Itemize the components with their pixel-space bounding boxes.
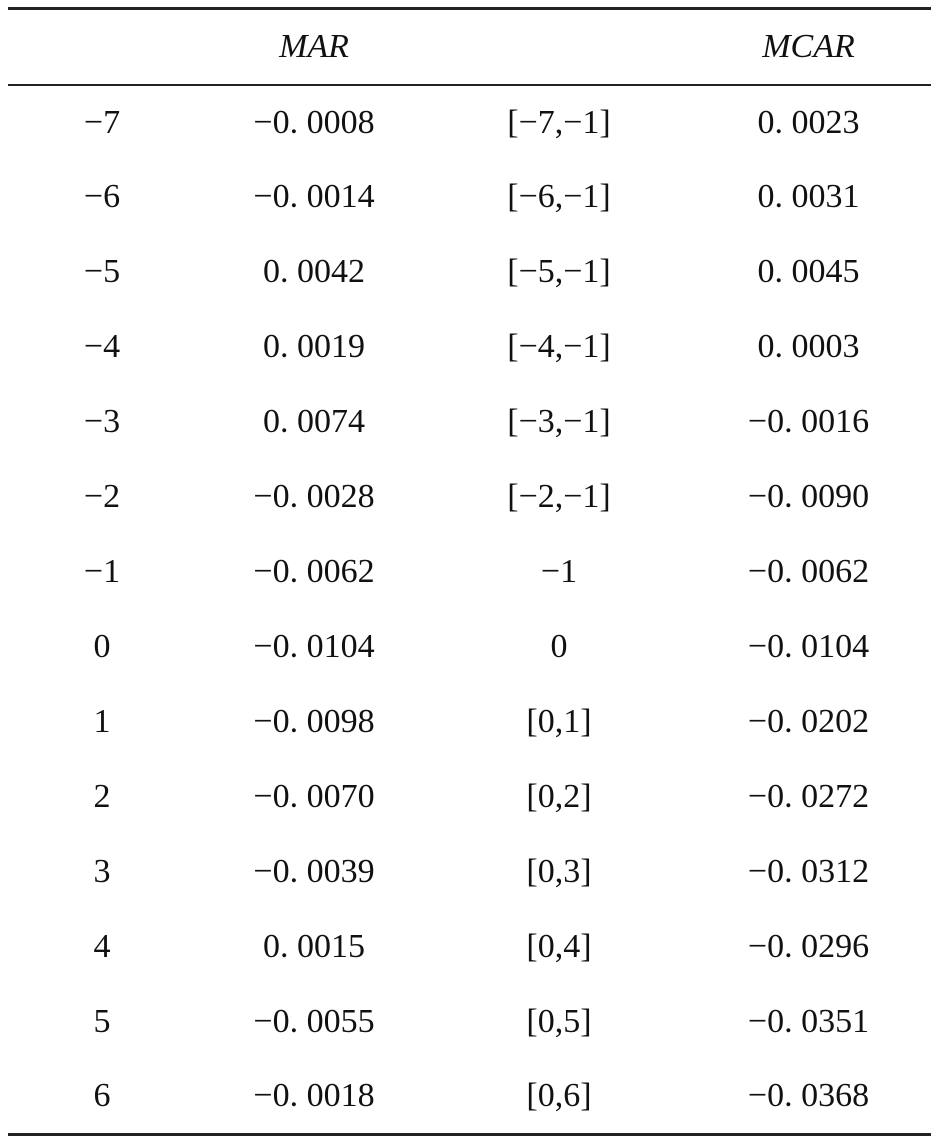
cell-mcar: −0. 0351 xyxy=(747,1003,870,1040)
table-row xyxy=(8,235,931,310)
table-row xyxy=(8,1060,931,1135)
cell-mcar: 0. 0003 xyxy=(757,328,860,365)
table-row xyxy=(8,760,931,835)
cell-mcar: −0. 0202 xyxy=(747,703,870,740)
cell-mcar: 0. 0023 xyxy=(757,103,860,141)
cell-mar: 0. 0042 xyxy=(263,253,365,290)
table-row xyxy=(8,160,931,235)
cell-mar: 0. 0015 xyxy=(263,928,365,965)
cell-mcar: −0. 0062 xyxy=(747,553,870,590)
cell-day: −1 xyxy=(83,553,121,590)
cell-day: 0 xyxy=(93,628,111,665)
cell-mcar: −0. 0368 xyxy=(686,1060,931,1135)
cell-day: −7 xyxy=(83,103,121,141)
cell-mar: 0. 0074 xyxy=(263,403,365,440)
cell-day: 3 xyxy=(93,853,111,890)
cell-mar: −0. 0098 xyxy=(253,703,375,740)
cell-window: [−5,−1] xyxy=(507,253,611,290)
cell-window: [0,6] xyxy=(432,1060,686,1135)
header-event-day xyxy=(8,9,196,85)
cell-mar: −0. 0028 xyxy=(253,478,375,515)
cell-day: −6 xyxy=(83,178,121,215)
cell-day: 4 xyxy=(93,928,111,965)
cell-window: [0,3] xyxy=(526,853,592,890)
mar-mcar-table xyxy=(8,7,931,1136)
cell-window: [−4,−1] xyxy=(507,328,611,365)
table-row xyxy=(8,535,931,610)
cell-window: [0,5] xyxy=(526,1003,592,1040)
cell-window: [−2,−1] xyxy=(507,478,611,515)
header-window xyxy=(432,9,686,85)
cell-window: [0,4] xyxy=(526,928,592,965)
cell-mcar: −0. 0104 xyxy=(747,628,870,665)
cell-window: 0 xyxy=(550,628,568,665)
cell-day: 5 xyxy=(93,1003,111,1040)
table-row xyxy=(8,385,931,460)
cell-window: [0,1] xyxy=(526,703,592,740)
cell-mar: −0. 0008 xyxy=(253,103,375,141)
cell-day: 2 xyxy=(93,778,111,815)
cell-mcar: 0. 0031 xyxy=(757,178,860,215)
cell-mar: −0. 0070 xyxy=(253,778,375,815)
table-row xyxy=(8,685,931,760)
table-row xyxy=(8,85,931,160)
cell-mcar: −0. 0296 xyxy=(747,928,870,965)
cell-mar: −0. 0104 xyxy=(253,628,375,665)
cell-day: −3 xyxy=(83,403,121,440)
cell-window: −1 xyxy=(540,553,578,590)
cell-day: −5 xyxy=(83,253,121,290)
cell-mar: −0. 0055 xyxy=(253,1003,375,1040)
cell-mcar: −0. 0312 xyxy=(747,853,870,890)
cell-mcar: −0. 0016 xyxy=(747,403,870,440)
cell-mar: 0. 0019 xyxy=(263,328,365,365)
cell-day: 6 xyxy=(8,1060,196,1135)
cell-window: [−7,−1] xyxy=(507,103,611,141)
cell-window: [0,2] xyxy=(526,778,592,815)
cell-mcar: 0. 0045 xyxy=(757,253,860,290)
cell-day: 1 xyxy=(93,703,111,740)
table-row xyxy=(8,310,931,385)
header-mar: MAR xyxy=(196,9,432,85)
cell-mcar: −0. 0090 xyxy=(747,478,870,515)
table-row xyxy=(8,910,931,985)
cell-day: −2 xyxy=(83,478,121,515)
table-header-row xyxy=(8,9,931,85)
table-row xyxy=(8,985,931,1060)
table-row xyxy=(8,460,931,535)
cell-day: −4 xyxy=(83,328,121,365)
table-row xyxy=(8,835,931,910)
table-row xyxy=(8,610,931,685)
cell-mar: −0. 0062 xyxy=(253,553,375,590)
cell-window: [−6,−1] xyxy=(507,178,611,215)
header-mcar: MCAR xyxy=(686,9,931,85)
cell-window: [−3,−1] xyxy=(507,403,611,440)
cell-mar: −0. 0014 xyxy=(253,178,375,215)
cell-mcar: −0. 0272 xyxy=(747,778,870,815)
cell-mar: −0. 0018 xyxy=(196,1060,432,1135)
cell-mar: −0. 0039 xyxy=(253,853,375,890)
